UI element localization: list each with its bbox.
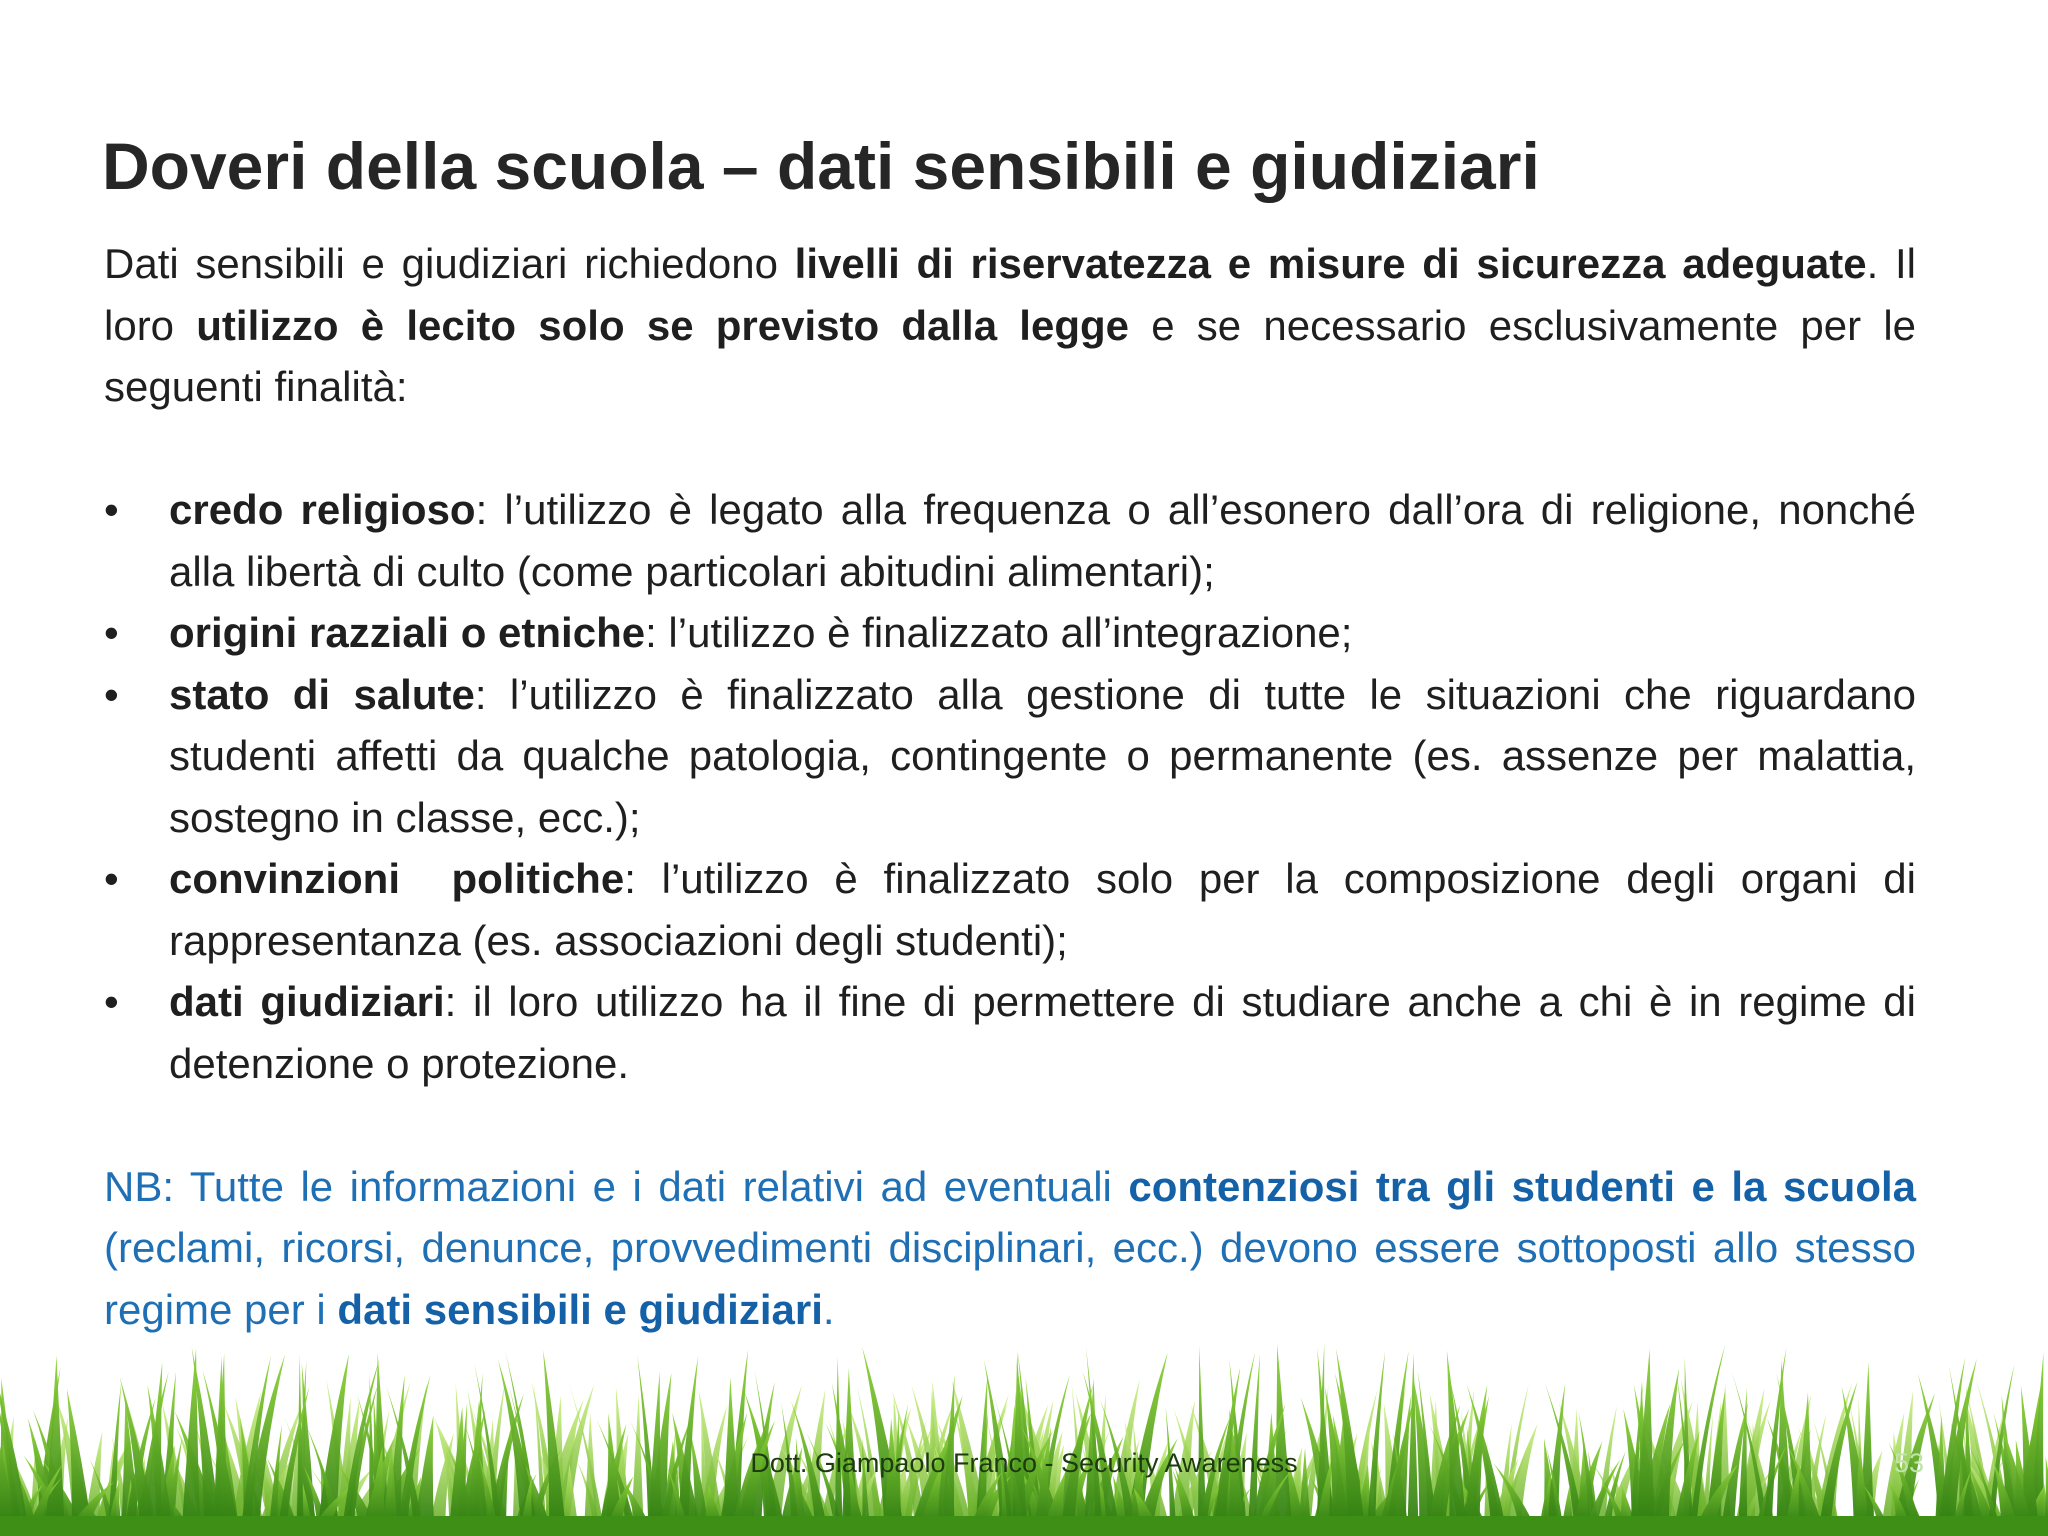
intro-paragraph	[104, 233, 1916, 418]
page-number: 53	[1893, 1448, 1924, 1478]
list-item	[104, 602, 1916, 664]
bullet-icon: •	[104, 609, 119, 656]
list-item	[104, 848, 1916, 971]
grass-blade	[1407, 1353, 1418, 1528]
bullet-text: : l’utilizzo è legato alla frequenza o all’esonero dall’ora di religione, nonché alla libertà di culto (come particolari abitudini alimentari);	[169, 486, 1917, 595]
nb-text-1: NB: Tutte le informazioni e i dati relativi ad eventuali	[104, 1162, 1129, 1210]
intro-text-3: e se necessario esclusivamente per le seguenti finalità:	[104, 301, 1917, 410]
bullet-text: : l’utilizzo è finalizzato all’integrazione;	[645, 609, 1353, 656]
intro-bold-2: utilizzo è lecito solo se previsto dalla legge	[196, 301, 1130, 349]
bullet-icon: •	[104, 855, 119, 902]
slide-title: Doveri della scuola – dati sensibili e giudiziari	[102, 129, 1540, 203]
spacer	[104, 418, 1916, 480]
grass-decoration	[0, 1316, 2048, 1536]
footer-text: Dott. Giampaolo Franco - Security Awareness	[750, 1448, 1298, 1478]
bullet-icon: •	[104, 670, 119, 718]
list-item	[104, 664, 1916, 849]
nb-paragraph	[104, 1156, 1916, 1341]
nb-bold-2: dati sensibili e giudiziari	[337, 1285, 823, 1333]
bullet-icon: •	[104, 486, 119, 533]
nb-text-3: .	[822, 1285, 835, 1333]
intro-text-1: Dati sensibili e giudiziari richiedono	[104, 240, 795, 287]
bullet-term: convinzioni politiche	[169, 855, 625, 902]
bullet-term: credo religioso	[169, 486, 476, 533]
intro-bold-1: livelli di riservatezza e misure di sicurezza adeguate	[794, 240, 1867, 287]
bullet-icon: •	[104, 978, 119, 1025]
bullet-term: origini razziali o etniche	[169, 609, 646, 656]
slide-body	[104, 233, 1916, 1340]
list-item	[104, 971, 1916, 1094]
bullet-text: : l’utilizzo è finalizzato alla gestione di tutte le situazioni che riguardano studenti affetti da qualche patologia, contingente o permanente (es. assenze per malattia, sostegno in classe, ecc.);	[169, 670, 1916, 841]
bullet-text: : l’utilizzo è finalizzato solo per la composizione degli organi di rappresentanza (es. associazioni degli studenti);	[169, 855, 1916, 964]
spacer	[104, 1094, 1916, 1156]
bullet-list	[104, 479, 1916, 1094]
nb-text-2: (reclami, ricorsi, denunce, provvedimenti disciplinari, ecc.) devono essere sottoposti allo stesso regime per i	[104, 1224, 1916, 1333]
bullet-term: dati giudiziari	[169, 978, 445, 1025]
bullet-term: stato di salute	[169, 670, 475, 718]
nb-bold-1: contenziosi tra gli studenti e la scuola	[1128, 1162, 1917, 1210]
bullet-text: : il loro utilizzo ha il fine di permettere di studiare anche a chi è in regime di detenzione o protezione.	[169, 978, 1917, 1087]
list-item	[104, 479, 1916, 602]
intro-text-2: . Il loro	[104, 240, 1916, 349]
